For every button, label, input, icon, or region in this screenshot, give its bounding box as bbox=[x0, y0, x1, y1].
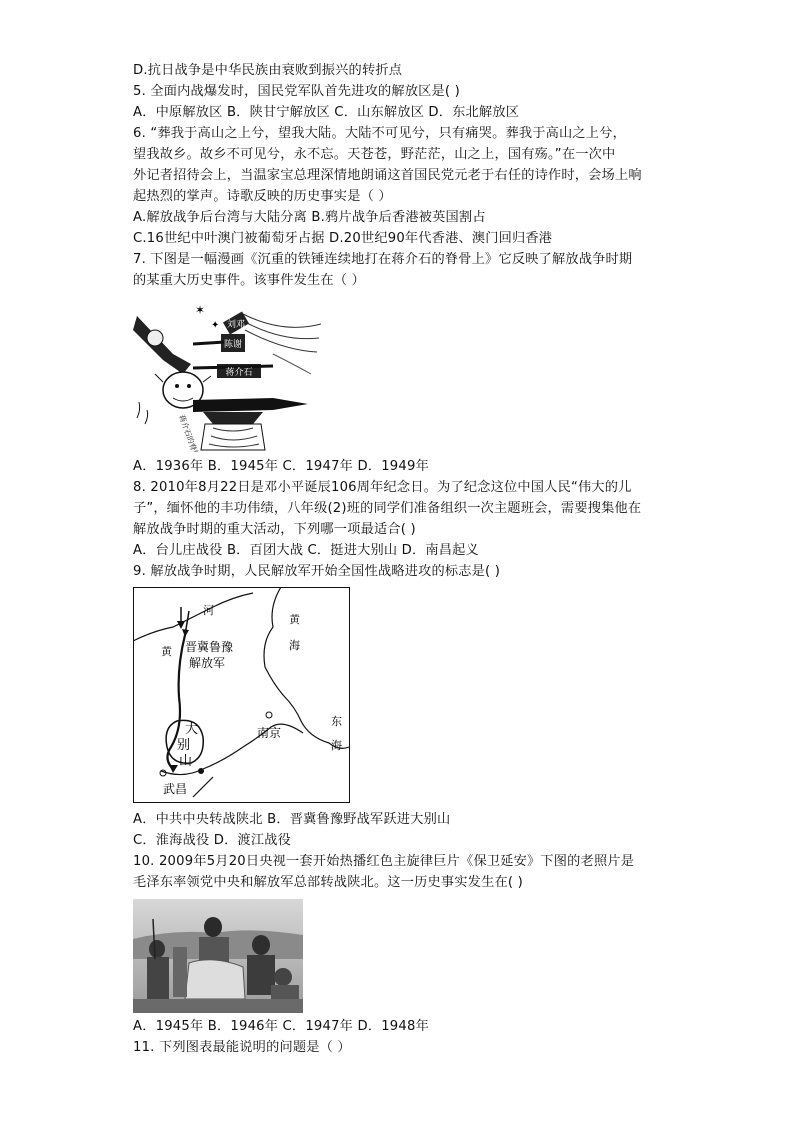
map-label-yellow: 黄 bbox=[161, 645, 172, 658]
question-6-options-a-b: A.解放战争后台湾与大陆分离 B.鸦片战争后香港被英国割占 bbox=[133, 210, 486, 225]
map-label-dabie-1: 大 bbox=[185, 722, 199, 737]
text-line: 起热烈的掌声。诗歌反映的历史事实是（ ） bbox=[133, 189, 392, 204]
cartoon-side-label: 蒋介石的脊梁 bbox=[177, 413, 201, 452]
text-line: D.抗日战争是中华民族由衰败到振兴的转折点 bbox=[133, 63, 403, 78]
map-label-river: 河 bbox=[203, 604, 214, 617]
map-label-dabie-3: 山 bbox=[179, 754, 193, 769]
map-label-east-sea-1: 东 bbox=[331, 715, 342, 728]
historical-photo bbox=[133, 899, 303, 1013]
text-line: 的某重大历史事件。该事件发生在（ ） bbox=[133, 273, 365, 288]
text-line: 毛泽东率领党中央和解放军总部转战陕北。这一历史事实发生在( ) bbox=[133, 875, 523, 890]
question-9-options-c-d: C．淮海战役 D．渡江战役 bbox=[133, 833, 292, 848]
text-line: 解放战争时期的重大活动，下列哪一项最适合( ) bbox=[133, 522, 416, 537]
hammer-cartoon bbox=[133, 294, 323, 452]
hammer-label-3: 蒋介石 bbox=[225, 368, 253, 378]
question-11: 11. 下列图表最能说明的问题是（ ） bbox=[133, 1040, 351, 1055]
map-label-east-sea-2: 海 bbox=[331, 739, 342, 752]
text-line: 子”，缅怀他的丰功伟绩，八年级(2)班的同学们准备组织一次主题班会，需要搜集他在 bbox=[133, 501, 642, 516]
svg-text:✦: ✦ bbox=[211, 320, 220, 331]
map-label-yellow-sea-1: 黄 bbox=[289, 613, 300, 626]
question-7: 7. 下图是一幅漫画《沉重的铁锤连续地打在蒋介石的脊骨上》它反映了解放战争时期 bbox=[133, 252, 633, 267]
map-label-nanjing: 南京 bbox=[257, 726, 282, 740]
hammer-label-1: 刘邓 bbox=[226, 320, 246, 330]
map-label-yellow-sea-2: 海 bbox=[289, 639, 300, 652]
text-line: 外记者招待会上，当温家宝总理深情地朗诵这首国民党元老于右任的诗作时，会场上响 bbox=[133, 168, 642, 183]
map-label-wuchang: 武昌 bbox=[163, 782, 188, 796]
question-8-options: A．台儿庄战役 B．百团大战 C．挺进大别山 D．南昌起义 bbox=[133, 543, 479, 558]
question-9-options-a-b: A．中共中央转战陕北 B．晋冀鲁豫野战军跃进大别山 bbox=[133, 812, 451, 827]
question-10: 10. 2009年5月20日央视一套开始热播红色主旋律巨片《保卫延安》下图的老照片是 bbox=[133, 854, 635, 869]
question-8: 8. 2010年8月22日是邓小平诞辰106周年纪念日。为了纪念这位中国人民“伟大的儿 bbox=[133, 480, 632, 495]
text-line: 望我故乡。故乡不可见兮，永不忘。天苍苍，野茫茫，山之上，国有殇。”在一次中 bbox=[133, 147, 616, 162]
svg-text:✶: ✶ bbox=[195, 303, 206, 317]
map-label-army-1: 晋冀鲁豫 bbox=[185, 640, 234, 654]
question-7-options: A．1936年 B．1945年 C．1947年 D．1949年 bbox=[133, 459, 429, 474]
question-6-options-c-d: C.16世纪中叶澳门被葡萄牙占据 D.20世纪90年代香港、澳门回归香港 bbox=[133, 231, 553, 246]
campaign-map bbox=[133, 587, 350, 803]
question-9: 9. 解放战争时期，人民解放军开始全国性战略进攻的标志是( ) bbox=[133, 564, 501, 579]
question-5: 5. 全面内战爆发时，国民党军队首先进攻的解放区是( ) bbox=[133, 84, 460, 99]
question-6: 6. “葬我于高山之上兮，望我大陆。大陆不可见兮，只有痛哭。葬我于高山之上兮， bbox=[133, 126, 626, 141]
map-label-army-2: 解放军 bbox=[189, 656, 226, 670]
question-10-options: A．1945年 B．1946年 C．1947年 D．1948年 bbox=[133, 1019, 429, 1034]
hammer-label-2: 陈谢 bbox=[223, 340, 243, 350]
map-label-dabie-2: 别 bbox=[177, 738, 191, 753]
question-5-options: A．中原解放区 B．陕甘宁解放区 C．山东解放区 D．东北解放区 bbox=[133, 105, 520, 120]
